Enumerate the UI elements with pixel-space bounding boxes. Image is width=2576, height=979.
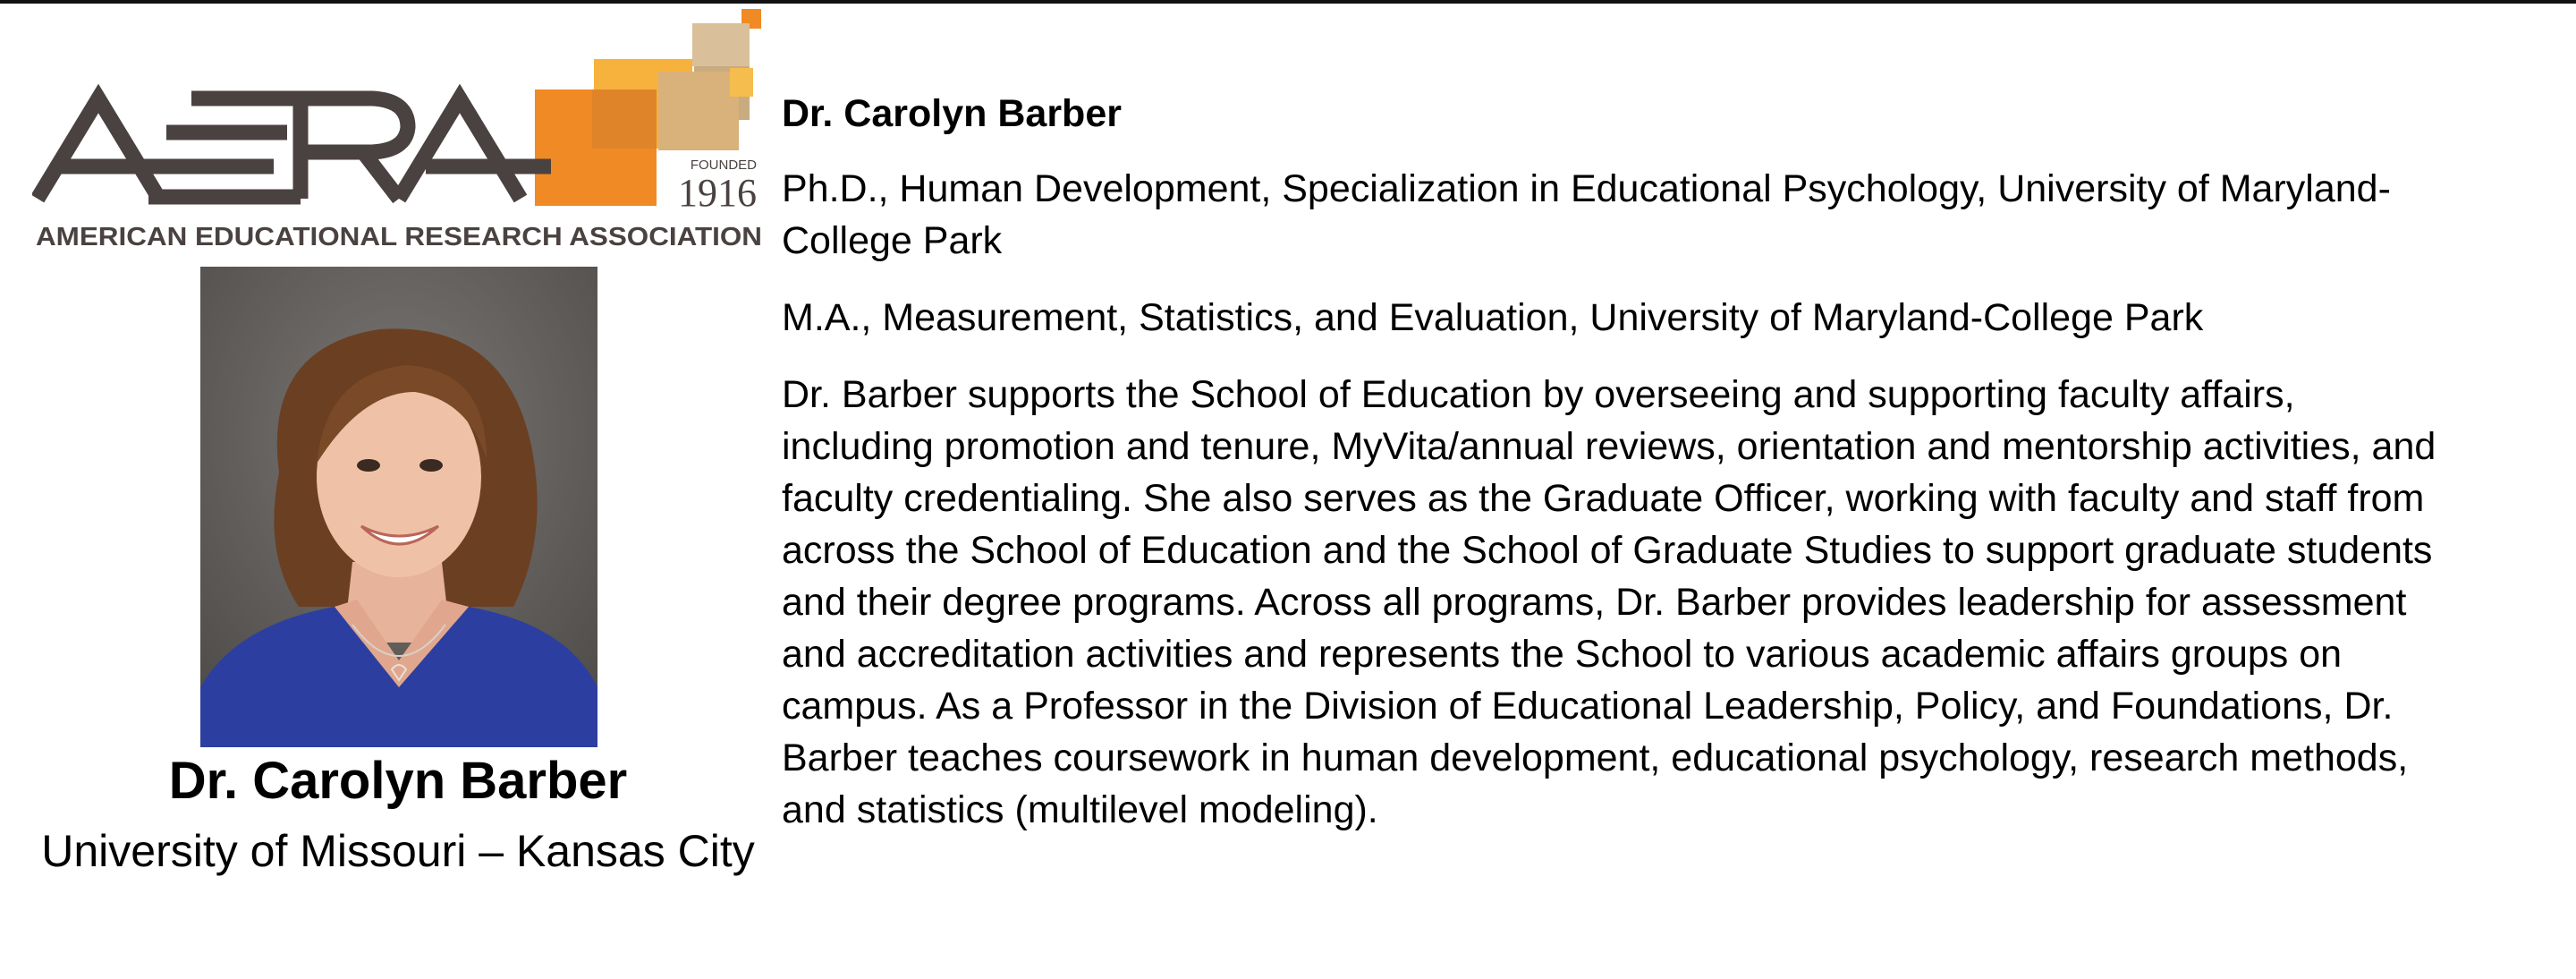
founded-label: FOUNDED [690,157,757,173]
bio-description: Dr. Barber supports the School of Education by overseeing and supporting faculty affairs, including promotion and tenure, MyVita/annual reviews, orientation and mentorship activities, and faculty credentialing. She also serves as the Graduate Officer, working with faculty and staff from across the School of Education and the School of Graduate Studies to support graduate students and their degree programs. Across all programs, Dr. Barber provides leadership for assessment and accreditation activities and represents the School to various academic affairs groups on campus. As a Professor in the Division of Educational Leadership, Policy, and Foundations, Dr. Barber teaches coursework in human development, educational psychology, research methods, and statistics (multilevel modeling). [782,373,2436,831]
caption-affiliation: University of Missouri – Kansas City [41,826,755,876]
portrait-photo [200,267,597,747]
aera-logo [32,7,766,254]
founded-year: 1916 [678,171,757,215]
caption-name: Dr. Carolyn Barber [168,752,628,810]
organization-name: AMERICAN EDUCATIONAL RESEARCH ASSOCIATION [36,223,762,251]
bio-name: Dr. Carolyn Barber [782,92,1122,135]
degree-ma: M.A., Measurement, Statistics, and Evaluation, University of Maryland-College Park [782,296,2204,339]
bio-section [782,88,2445,861]
top-border [0,0,2576,4]
degree-phd: Ph.D., Human Development, Specialization in Educational Psychology, University of Maryland-College Park [782,167,2391,262]
